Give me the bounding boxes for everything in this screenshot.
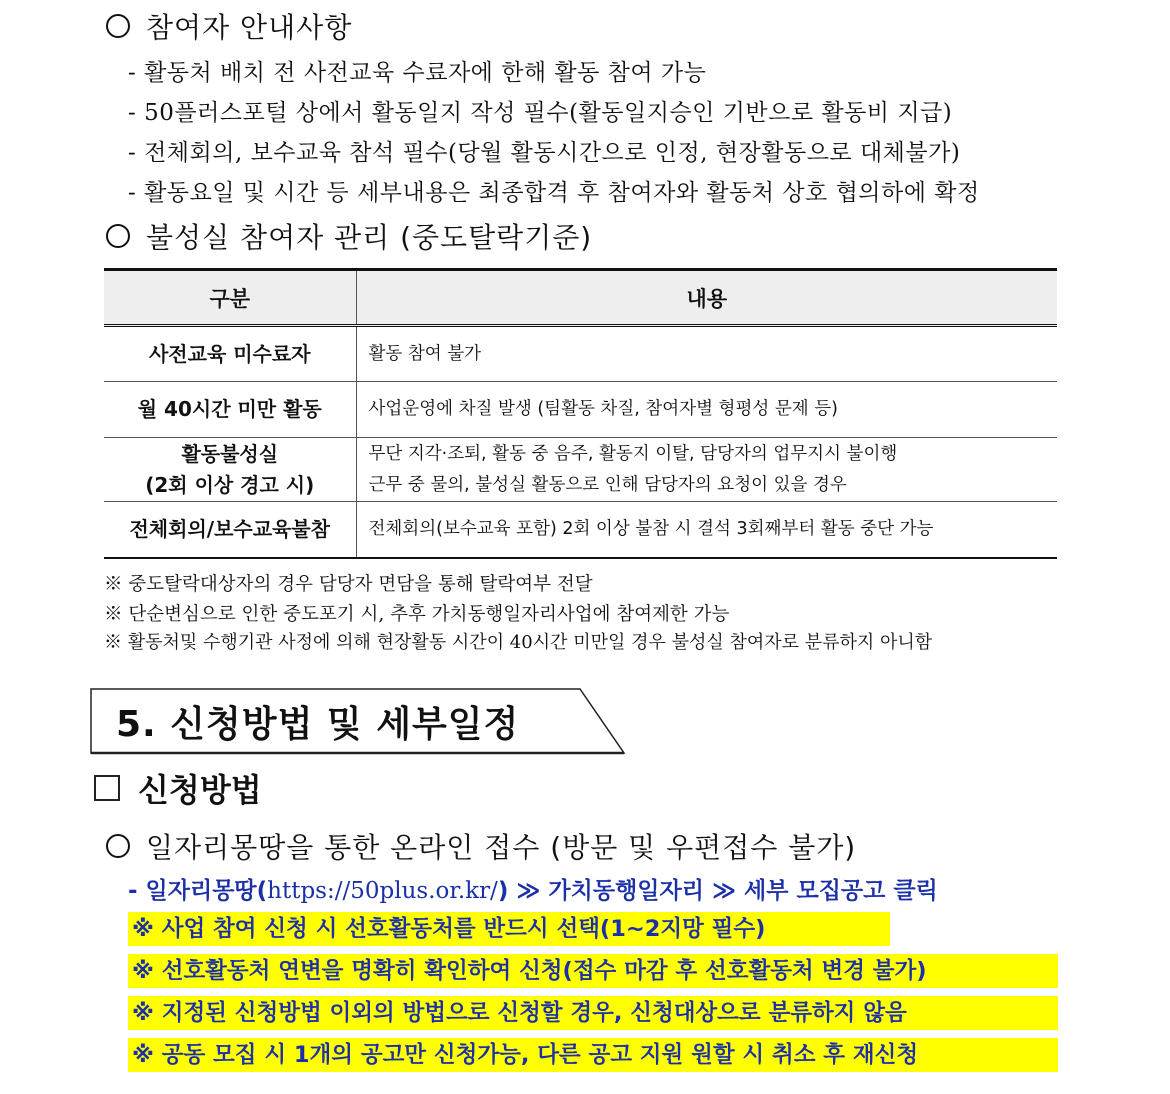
online-application-heading [106,826,856,866]
table-note: ※ 단순변심으로 인한 중도포기 시, 추후 가치동행일자리사업에 참여제한 가능 [104,604,730,625]
category-line: 활동불성실 [181,441,279,466]
column-header-category: 구분 [104,270,356,326]
circle-bullet-icon [106,834,130,858]
management-heading [106,216,592,256]
category-line: (2회 이상 경고 시) [145,472,315,497]
subsection-title: 신청방법 [138,771,262,809]
path-prefix: - 일자리몽땅( [128,878,268,904]
table-row [104,326,1057,382]
online-application-heading-text: 일자리몽땅을 통한 온라인 접수 (방문 및 우편접수 불가) [146,831,857,864]
table-cell-category: 월 40시간 미만 활동 [104,382,356,438]
square-bullet-icon [94,775,120,801]
path-suffix: ) ≫ 가치동행일자리 ≫ 세부 모집공고 클릭 [497,878,938,904]
table-cell-content: 전체회의(보수교육 포함) 2회 이상 불참 시 결석 3회째부터 활동 중단 가능 [356,502,1057,558]
portal-link[interactable]: https://50plus.or.kr/ [267,878,498,904]
management-heading-text: 불성실 참여자 관리 (중도탈락기준) [146,221,593,254]
highlight-notice: ※ 공동 모집 시 1개의 공고만 신청가능, 다른 공고 지원 원할 시 취소 후 재신청 [128,1038,1058,1072]
content-line: 무단 지각·조퇴, 활동 중 음주, 활동지 이탈, 담당자의 업무지시 불이행 [368,443,898,464]
table-row [104,438,1057,502]
application-path [128,872,938,905]
participant-info-heading-text: 참여자 안내사항 [146,11,353,44]
info-bullet: - 50플러스포털 상에서 활동일지 작성 필수(활동일지승인 기반으로 활동비 지급) [128,100,953,126]
table-cell-category: 전체회의/보수교육불참 [104,502,356,558]
table-cell-category: 사전교육 미수료자 [104,326,356,382]
circle-bullet-icon [106,14,130,38]
table-cell-category [104,438,356,502]
table-row [104,502,1057,558]
info-bullet: - 활동처 배치 전 사전교육 수료자에 한해 활동 참여 가능 [128,60,707,86]
table-note: ※ 중도탈락대상자의 경우 담당자 면담을 통해 탈락여부 전달 [104,574,593,595]
table-cell-content: 활동 참여 불가 [356,326,1057,382]
info-bullet: - 전체회의, 보수교육 참석 필수(당월 활동시간으로 인정, 현장활동으로 대체불가) [128,140,961,166]
column-header-content: 내용 [356,270,1057,326]
table-cell-content: 사업운영에 차질 발생 (팀활동 차질, 참여자별 형평성 문제 등) [356,382,1057,438]
section-title: 5. 신청방법 및 세부일정 [116,704,520,745]
table-note: ※ 활동처및 수행기관 사정에 의해 현장활동 시간이 40시간 미만일 경우 불성실 참여자로 분류하지 아니함 [104,632,933,653]
table-header-row [104,270,1057,326]
table-row [104,382,1057,438]
highlight-notice: ※ 지정된 신청방법 이외의 방법으로 신청할 경우, 신청대상으로 분류하지 않음 [128,996,1058,1030]
highlight-notice: ※ 사업 참여 신청 시 선호활동처를 반드시 선택(1~2지망 필수) [128,912,890,946]
table-cell-content [356,438,1057,502]
highlight-notice: ※ 선호활동처 연변을 명확히 확인하여 신청(접수 마감 후 선호활동처 변경 불가) [128,954,1058,988]
info-bullet: - 활동요일 및 시간 등 세부내용은 최종합격 후 참여자와 활동처 상호 협의하에 확정 [128,180,980,206]
circle-bullet-icon [106,224,130,248]
participant-info-heading [106,6,352,46]
content-line: 근무 중 물의, 불성실 활동으로 인해 담당자의 요청이 있을 경우 [368,474,847,495]
dropout-criteria-table [104,268,1057,559]
